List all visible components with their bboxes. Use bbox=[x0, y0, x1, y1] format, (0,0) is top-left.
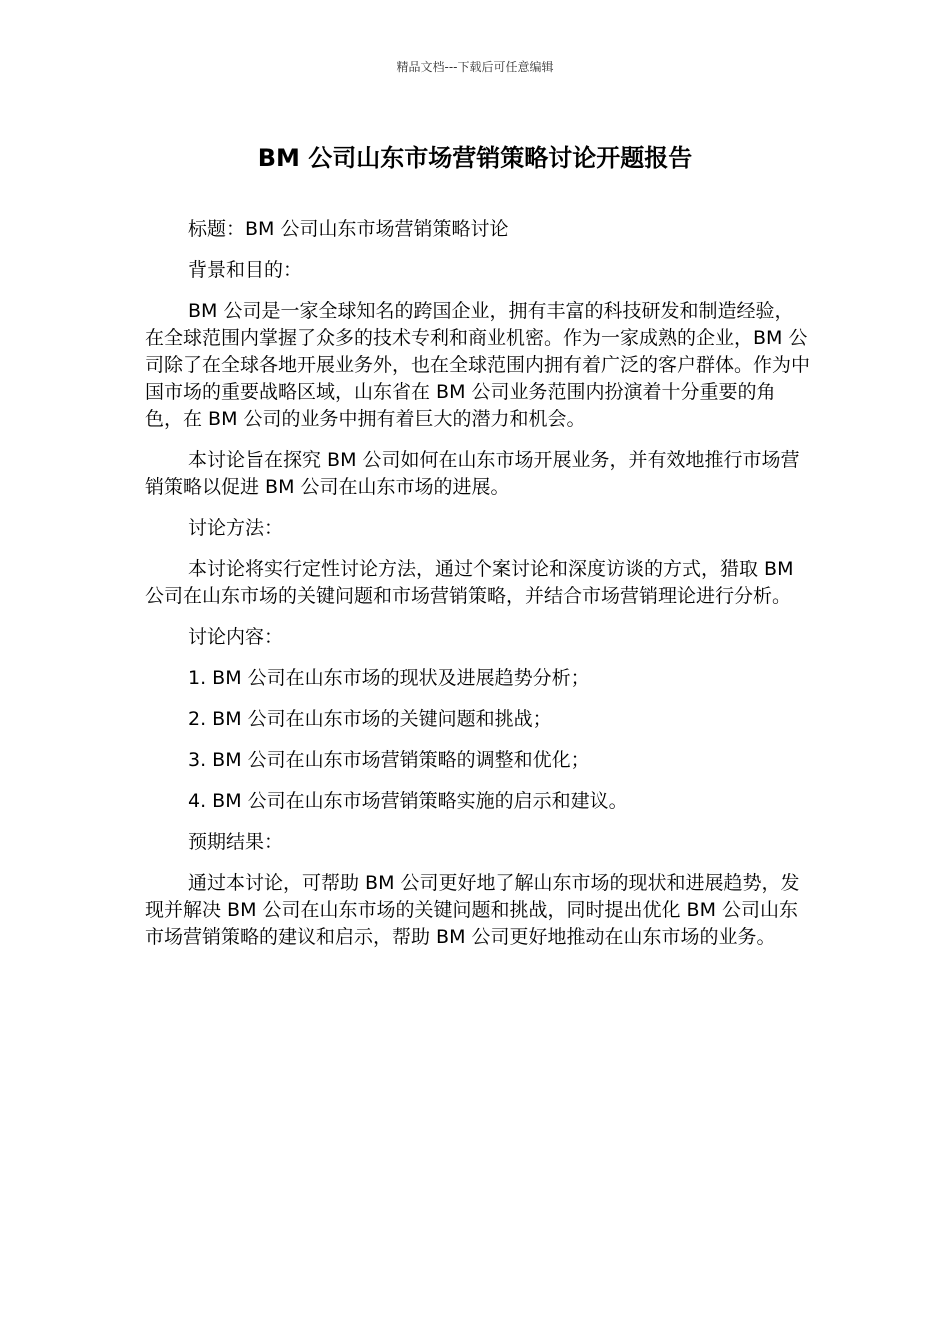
list-item: 4. BM 公司在山东市场营销策略实施的启示和建议。 bbox=[188, 790, 628, 812]
heading-content: 讨论内容： bbox=[188, 626, 284, 648]
list-item: 1. BM 公司在山东市场的现状及进展趋势分析； bbox=[188, 667, 590, 689]
document-title: BM 公司山东市场营销策略讨论开题报告 bbox=[257, 144, 693, 172]
paragraph-purpose: 本讨论旨在探究 BM 公司如何在山东市场开展业务，并有效地推行市场营销策略以促进 BM 公司在山东市场的进展。 bbox=[145, 449, 800, 498]
paragraph-background: BM 公司是一家全球知名的跨国企业，拥有丰富的科技研发和制造经验，在全球范围内掌握了众多的技术专利和商业机密。作为一家成熟的企业，BM 公司除了在全球各地开展业务外，也在全球范围内拥有着广泛的客户群体。作为中国市场的重要战略区域，山东省在 BM 公司业务范围内扮演着十分重要的角色，在 BM 公司的业务中拥有着巨大的潜力和机会。 bbox=[145, 300, 811, 430]
paragraph-expected-results: 通过本讨论，可帮助 BM 公司更好地了解山东市场的现状和进展趋势，发现并解决 BM 公司在山东市场的关键问题和挑战，同时提出优化 BM 公司山东市场营销策略的建议和启示，帮助 BM 公司更好地推动在山东市场的业务。 bbox=[145, 872, 800, 948]
document-body bbox=[145, 216, 810, 965]
heading-background: 背景和目的： bbox=[188, 259, 303, 281]
list-item: 3. BM 公司在山东市场营销策略的调整和优化； bbox=[188, 749, 590, 771]
paragraph-method: 本讨论将实行定性讨论方法，通过个案讨论和深度访谈的方式，猎取 BM 公司在山东市场的关键问题和市场营销策略，并结合市场营销理论进行分析。 bbox=[145, 558, 794, 607]
header-note: 精品文档---下载后可任意编辑 bbox=[396, 60, 554, 74]
heading-expected-results: 预期结果： bbox=[188, 831, 284, 853]
heading-method: 讨论方法： bbox=[188, 517, 284, 539]
list-item: 2. BM 公司在山东市场的关键问题和挑战； bbox=[188, 708, 552, 730]
paragraph-subject: 标题：BM 公司山东市场营销策略讨论 bbox=[188, 218, 509, 240]
